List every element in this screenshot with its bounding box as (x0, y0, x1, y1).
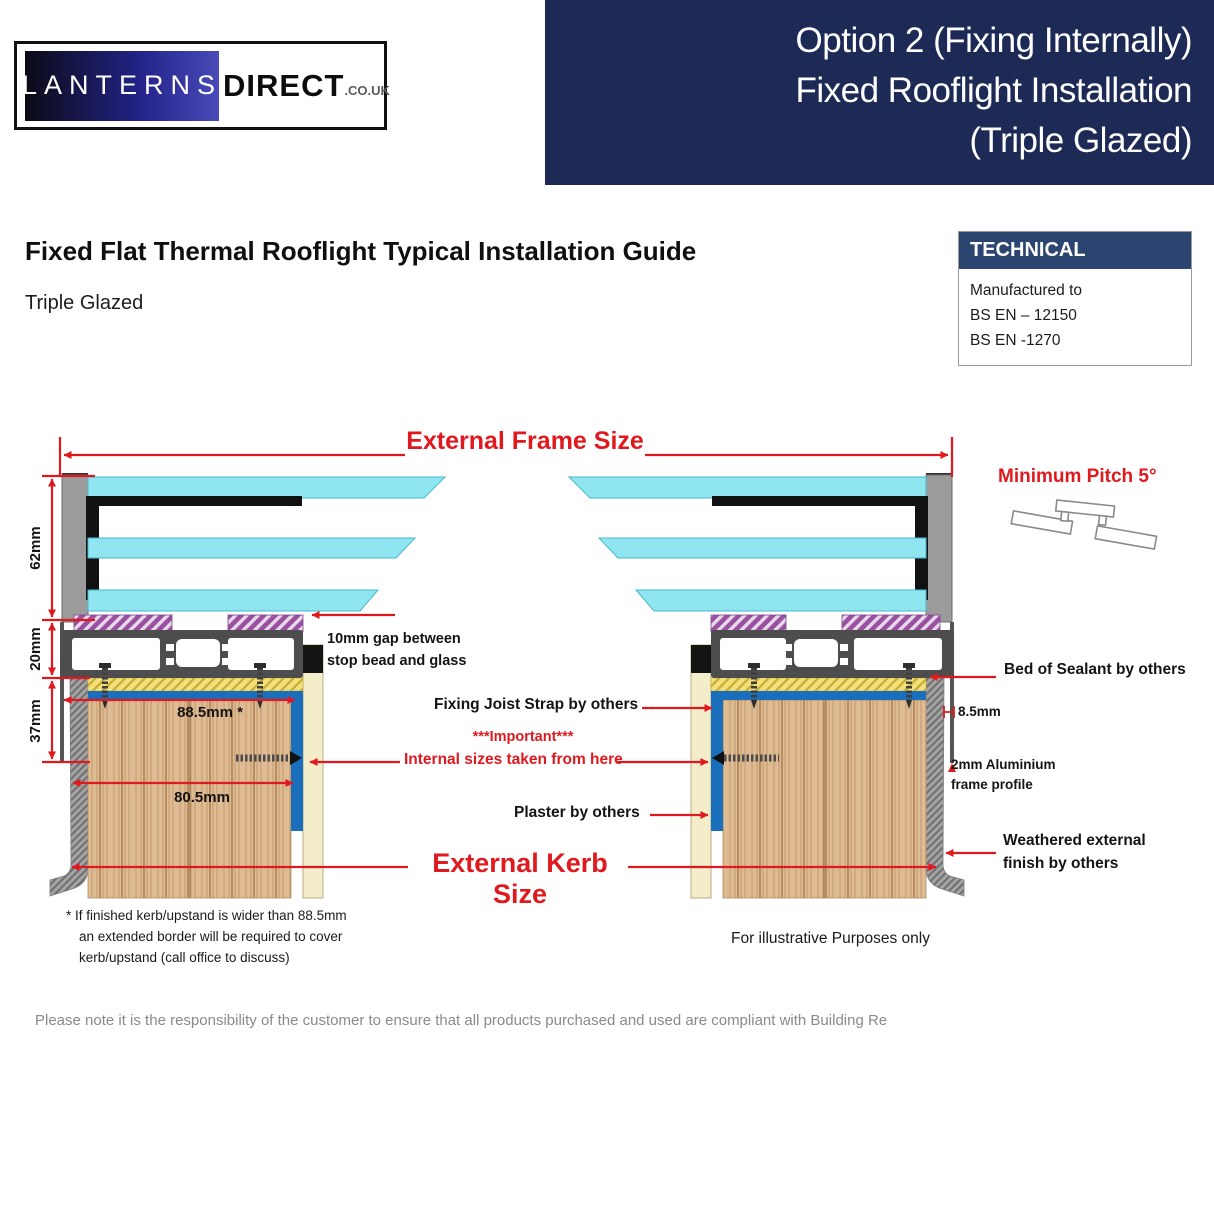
glass-pane (599, 538, 926, 558)
dimension-37mm: 37mm (27, 699, 44, 743)
external-kerb-size-label: External Kerb Size (432, 848, 608, 909)
thermal-break-left (74, 615, 172, 632)
external-frame-size-label: External Frame Size (406, 427, 644, 455)
frame-upright-left (62, 475, 88, 622)
logo-gradient-panel (21, 51, 223, 121)
aluminium-profile-note: 2mm Aluminium frame profile (951, 757, 1056, 793)
sealant-bed-left (88, 678, 303, 691)
page-title: Fixed Flat Thermal Rooflight Typical Installation Guide (25, 236, 697, 266)
dimension-8-5mm: 8.5mm (958, 704, 1001, 719)
footnote-line: an extended border will be required to cover (79, 928, 343, 944)
banner-line-1: Option 2 (Fixing Internally) (795, 21, 1192, 60)
important-note: ***Important*** (472, 729, 574, 745)
lanternsdirect-logo (14, 41, 390, 130)
compliance-note: Please note it is the responsibility of the customer to ensure that all products purchased and used are compliant with Building Re (35, 1012, 888, 1029)
dimension-80-5mm: 80.5mm (174, 789, 230, 806)
logo-direct-text: DIRECT (223, 67, 345, 103)
stop-bead-left (303, 645, 323, 673)
plaster-strip-right (691, 645, 711, 898)
stop-bead-gap-note: 10mm gap between stop bead and glass (327, 631, 467, 669)
sealant-bed-right (711, 678, 926, 691)
technical-box (958, 231, 1192, 366)
glass-pane (569, 477, 926, 498)
logo-lanterns-text: LANTERNS (21, 70, 223, 100)
title-banner (545, 0, 1214, 185)
illustrative-note: For illustrative Purposes only (731, 930, 930, 947)
glass-pane (88, 590, 378, 611)
glass-pane (88, 538, 415, 558)
footnote-line: * If finished kerb/upstand is wider than 88.5mm (66, 908, 347, 923)
banner-line-2: Fixed Rooflight Installation (795, 71, 1192, 110)
technical-box-body (959, 269, 1191, 365)
glass-pane (636, 590, 926, 611)
page-subtitle: Triple Glazed (25, 292, 144, 314)
right-cross-section (569, 473, 964, 898)
frame-upright-right (926, 475, 952, 622)
joist-strap-note: Fixing Joist Strap by others (434, 696, 639, 713)
sealant-note: Bed of Sealant by others (1004, 661, 1186, 678)
dimension-62mm: 62mm (27, 526, 44, 570)
banner-line-3: (Triple Glazed) (969, 121, 1192, 160)
frame-liner-right (711, 691, 926, 700)
plaster-note: Plaster by others (514, 804, 640, 821)
plaster-strip-left (303, 645, 323, 898)
technical-line: Manufactured to (970, 282, 1083, 299)
minimum-pitch-label: Minimum Pitch 5° (998, 466, 1157, 487)
glass-pane (88, 477, 445, 498)
dimension-20mm: 20mm (27, 627, 44, 671)
technical-box-header: TECHNICAL (959, 232, 1191, 269)
technical-line: BS EN – 12150 (970, 307, 1077, 324)
frame-liner-left (88, 691, 303, 700)
weathered-finish-note: Weathered external finish by others (1003, 832, 1146, 873)
logo-tld-text: .CO.UK (344, 83, 390, 98)
kerb-footnote (66, 906, 376, 969)
minimum-pitch-sketch (1011, 500, 1156, 549)
weathered-finish-left (50, 678, 88, 896)
thermal-break-right (842, 615, 940, 632)
footnote-line: kerb/upstand (call office to discuss) (79, 949, 290, 965)
dimension-88-5mm: 88.5mm * (177, 704, 243, 721)
left-cross-section (50, 473, 445, 898)
technical-line: BS EN -1270 (970, 332, 1061, 349)
stop-bead-right (691, 645, 711, 673)
internal-sizes-note: Internal sizes taken from here (404, 751, 623, 768)
